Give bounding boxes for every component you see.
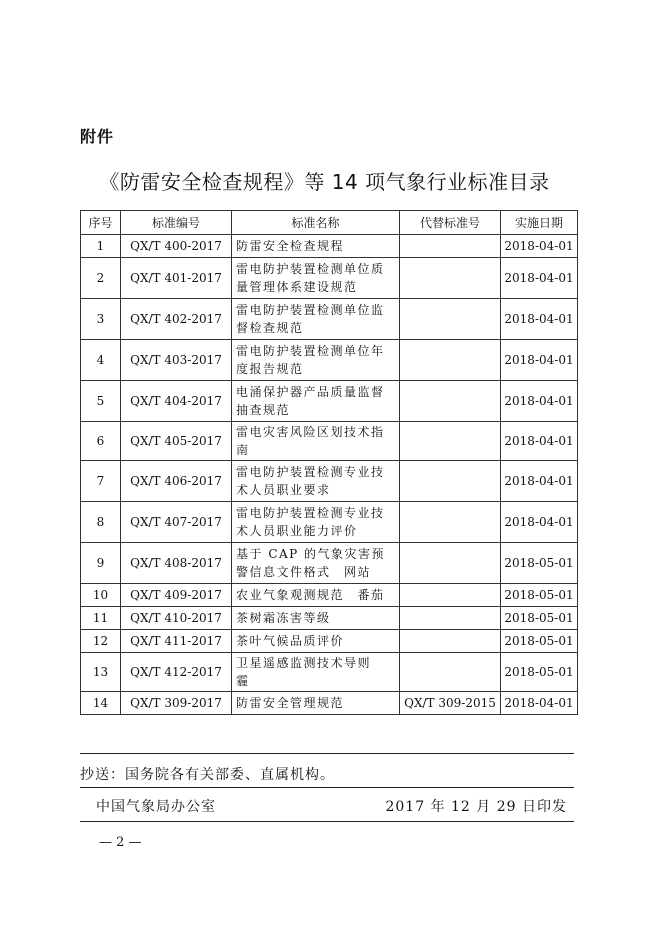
table-row [81,422,578,461]
table-row [81,235,578,258]
footer-bottom-rule [80,821,574,822]
table-row [81,543,578,584]
row-standard-id: QX/T 408-2017 [121,543,232,584]
row-replaces [400,258,501,299]
footer-top-rule [80,753,574,754]
table-row [81,584,578,607]
row-effective-date: 2018-04-01 [501,299,578,340]
row-standard-id: QX/T 403-2017 [121,340,232,381]
row-replaces [400,381,501,422]
row-replaces [400,461,501,502]
row-effective-date: 2018-04-01 [501,381,578,422]
row-standard-id: QX/T 404-2017 [121,381,232,422]
row-no: 3 [81,299,121,340]
row-standard-id: QX/T 400-2017 [121,235,232,258]
table-row [81,340,578,381]
row-effective-date: 2018-05-01 [501,653,578,692]
table-row [81,692,578,715]
table-row [81,607,578,630]
row-standard-name: 防雷安全检查规程 [232,235,400,258]
table-header-row [81,211,578,235]
header-standard-id: 标准编号 [121,211,232,235]
row-effective-date: 2018-04-01 [501,235,578,258]
row-replaces [400,502,501,543]
row-replaces: QX/T 309-2015 [400,692,501,715]
row-no: 11 [81,607,121,630]
header-replaces: 代替标准号 [400,211,501,235]
row-no: 5 [81,381,121,422]
table-row [81,299,578,340]
row-standard-id: QX/T 401-2017 [121,258,232,299]
row-standard-name: 茶树霜冻害等级 [232,607,400,630]
row-standard-name: 茶叶气候品质评价 [232,630,400,653]
row-standard-name: 雷电灾害风险区划技术指南 [232,422,400,461]
table-row [81,461,578,502]
table-row [81,258,578,299]
row-standard-id: QX/T 412-2017 [121,653,232,692]
header-standard-name: 标准名称 [232,211,400,235]
row-standard-id: QX/T 402-2017 [121,299,232,340]
page-number: — 2 — [99,835,142,850]
header-effective-date: 实施日期 [501,211,578,235]
row-standard-name: 基于 CAP 的气象灾害预警信息文件格式 网站 [232,543,400,584]
row-standard-id: QX/T 409-2017 [121,584,232,607]
row-effective-date: 2018-05-01 [501,543,578,584]
table-row [81,502,578,543]
row-standard-id: QX/T 411-2017 [121,630,232,653]
row-standard-id: QX/T 406-2017 [121,461,232,502]
row-no: 12 [81,630,121,653]
row-standard-name: 农业气象观测规范 番茄 [232,584,400,607]
cc-line: 抄送：国务院各有关部委、直属机构。 [80,767,335,783]
row-standard-name: 雷电防护装置检测单位质量管理体系建设规范 [232,258,400,299]
row-no: 7 [81,461,121,502]
row-effective-date: 2018-05-01 [501,584,578,607]
row-no: 4 [81,340,121,381]
row-no: 14 [81,692,121,715]
row-no: 9 [81,543,121,584]
row-standard-name: 雷电防护装置检测单位年度报告规范 [232,340,400,381]
row-no: 13 [81,653,121,692]
row-replaces [400,607,501,630]
row-standard-name: 电涌保护器产品质量监督抽查规范 [232,381,400,422]
row-effective-date: 2018-05-01 [501,607,578,630]
row-standard-id: QX/T 405-2017 [121,422,232,461]
row-effective-date: 2018-04-01 [501,340,578,381]
row-replaces [400,422,501,461]
document-title: 《防雷安全检查规程》等 14 项气象行业标准目录 [99,170,550,194]
row-standard-name: 雷电防护装置检测单位监督检查规范 [232,299,400,340]
row-no: 8 [81,502,121,543]
table-row [81,653,578,692]
table-row [81,630,578,653]
issuing-office: 中国气象局办公室 [96,799,216,815]
row-replaces [400,543,501,584]
row-no: 2 [81,258,121,299]
row-no: 6 [81,422,121,461]
row-replaces [400,630,501,653]
row-effective-date: 2018-04-01 [501,502,578,543]
row-standard-id: QX/T 309-2017 [121,692,232,715]
row-effective-date: 2018-05-01 [501,630,578,653]
row-replaces [400,584,501,607]
row-effective-date: 2018-04-01 [501,692,578,715]
attachment-label: 附件 [80,127,115,146]
row-standard-id: QX/T 410-2017 [121,607,232,630]
row-standard-id: QX/T 407-2017 [121,502,232,543]
row-standard-name: 防雷安全管理规范 [232,692,400,715]
standards-table [80,210,578,715]
row-replaces [400,340,501,381]
row-standard-name: 雷电防护装置检测专业技术人员职业要求 [232,461,400,502]
row-no: 1 [81,235,121,258]
table-row [81,381,578,422]
row-replaces [400,653,501,692]
row-effective-date: 2018-04-01 [501,422,578,461]
row-replaces [400,235,501,258]
row-standard-name: 雷电防护装置检测专业技术人员职业能力评价 [232,502,400,543]
row-replaces [400,299,501,340]
row-no: 10 [81,584,121,607]
issue-date: 2017 年 12 月 29 日印发 [385,799,567,815]
row-effective-date: 2018-04-01 [501,258,578,299]
header-no: 序号 [81,211,121,235]
row-effective-date: 2018-04-01 [501,461,578,502]
footer-middle-rule [80,787,574,788]
row-standard-name: 卫星遥感监测技术导则 霾 [232,653,400,692]
